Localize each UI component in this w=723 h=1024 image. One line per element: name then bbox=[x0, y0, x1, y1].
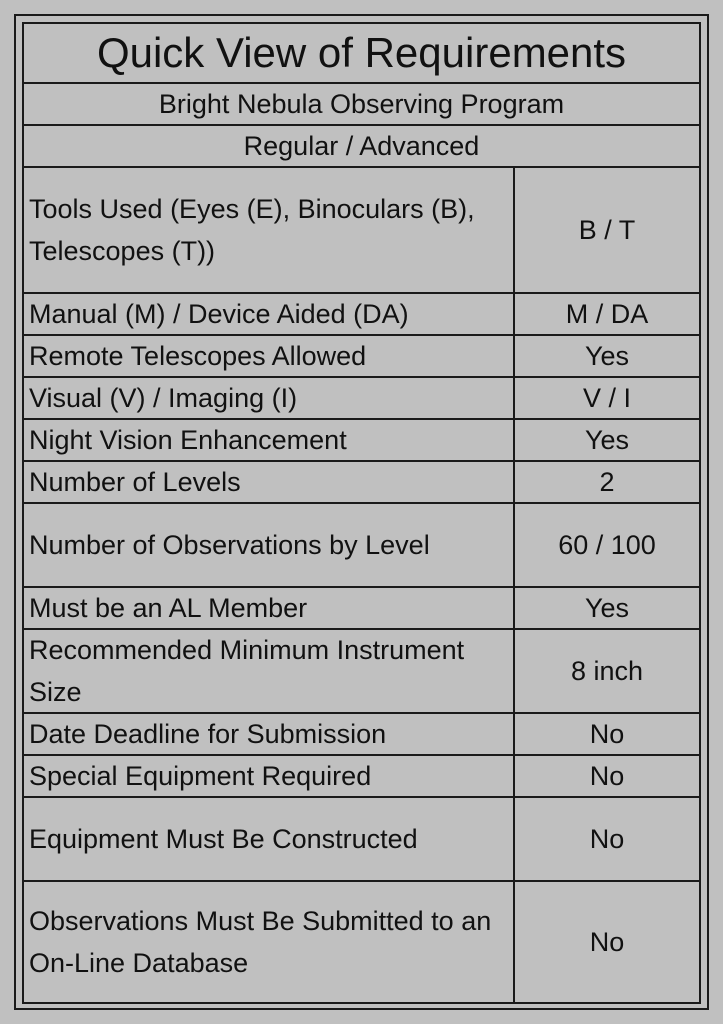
row-label-text: Recommended Minimum Instrument Size bbox=[29, 635, 465, 707]
row-label bbox=[24, 630, 515, 712]
row-label: Visual (V) / Imaging (I) bbox=[24, 378, 515, 418]
row-value: V / I bbox=[582, 382, 631, 413]
table-row bbox=[24, 420, 699, 462]
tiers-row bbox=[24, 126, 699, 168]
table-row bbox=[24, 630, 699, 714]
table-row bbox=[24, 798, 699, 882]
row-value: No bbox=[589, 718, 625, 749]
table-row bbox=[24, 336, 699, 378]
row-value: M / DA bbox=[565, 298, 649, 329]
requirements-table bbox=[22, 22, 701, 1004]
row-value: No bbox=[589, 823, 625, 854]
row-label: Night Vision Enhancement bbox=[24, 420, 515, 460]
row-label: Remote Telescopes Allowed bbox=[24, 336, 515, 376]
table-row bbox=[24, 168, 699, 294]
table-row bbox=[24, 588, 699, 630]
table-row bbox=[24, 882, 699, 1002]
row-value: 2 bbox=[599, 466, 615, 497]
row-value: Yes bbox=[584, 424, 630, 455]
row-value: Yes bbox=[584, 592, 630, 623]
row-label-text: Tools Used (Eyes (E), Binoculars (B), Telescopes (T)) bbox=[29, 194, 475, 266]
table-title: Quick View of Requirements bbox=[96, 29, 627, 76]
table-title-row bbox=[24, 24, 699, 84]
table-row bbox=[24, 462, 699, 504]
row-value: No bbox=[589, 760, 625, 791]
row-value: 60 / 100 bbox=[558, 529, 656, 560]
row-label bbox=[24, 168, 515, 292]
row-value: No bbox=[589, 926, 625, 957]
row-label: Equipment Must Be Constructed bbox=[24, 798, 515, 880]
table-row bbox=[24, 294, 699, 336]
row-label bbox=[24, 882, 515, 1002]
row-label: Must be an AL Member bbox=[24, 588, 515, 628]
row-label: Number of Observations by Level bbox=[24, 504, 515, 586]
table-row bbox=[24, 378, 699, 420]
row-value: 8 inch bbox=[570, 655, 644, 686]
program-name: Bright Nebula Observing Program bbox=[158, 88, 565, 119]
row-label: Special Equipment Required bbox=[24, 756, 515, 796]
program-name-row bbox=[24, 84, 699, 126]
tiers-label: Regular / Advanced bbox=[243, 130, 480, 161]
row-label: Manual (M) / Device Aided (DA) bbox=[24, 294, 515, 334]
table-row bbox=[24, 756, 699, 798]
row-value: Yes bbox=[584, 340, 630, 371]
table-row bbox=[24, 714, 699, 756]
row-label-text: Observations Must Be Submitted to an On-Line Database bbox=[29, 906, 492, 978]
row-label: Date Deadline for Submission bbox=[24, 714, 515, 754]
row-value: B / T bbox=[578, 214, 636, 245]
row-label: Number of Levels bbox=[24, 462, 515, 502]
table-row bbox=[24, 504, 699, 588]
